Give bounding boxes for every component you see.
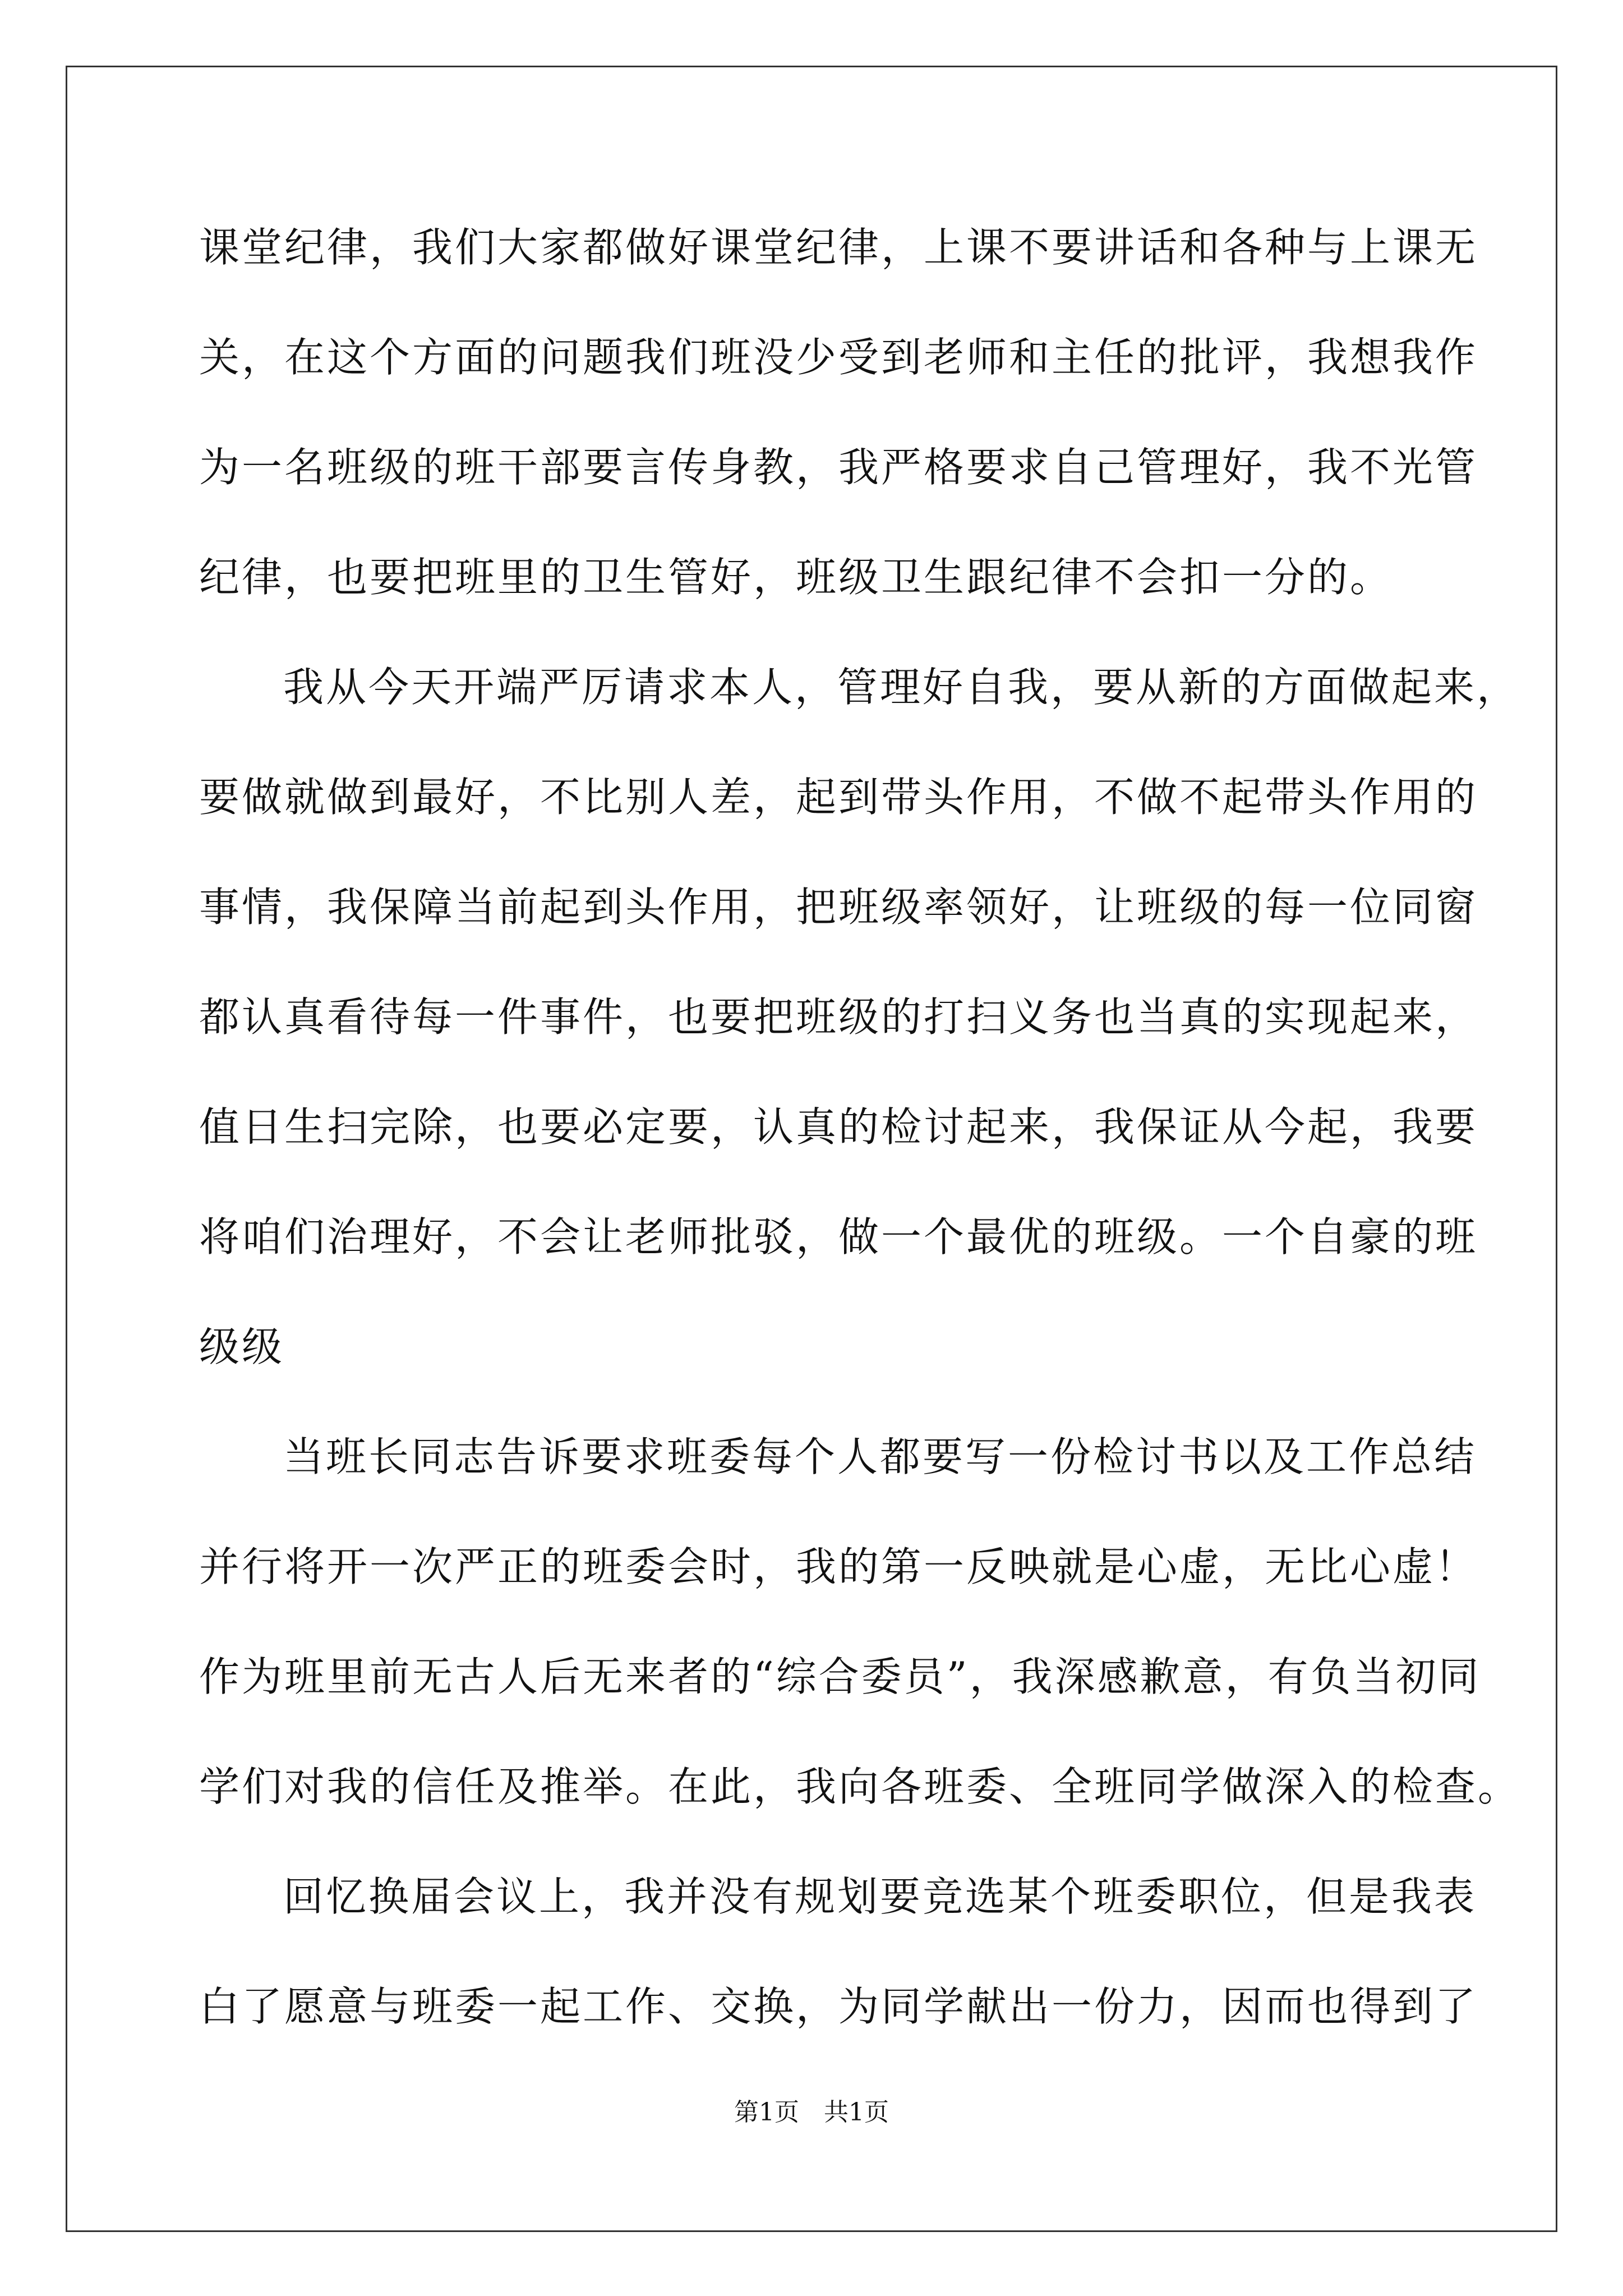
text-line: 级级 [199, 1323, 285, 1370]
text-line: 回忆换届会议上，我并没有规划要竞选某个班委职位，但是我表 [283, 1873, 1477, 1920]
page-number: 第1页 共1页 [734, 2098, 889, 2127]
text-line: 为一名班级的班干部要言传身教，我严格要求自己管理好，我不光管 [199, 444, 1478, 491]
text-line: 将咱们治理好，不会让老师批驳，做一个最优的班级。一个自豪的班 [199, 1213, 1478, 1260]
text-line: 事情，我保障当前起到头作用，把班级率领好，让班级的每一位同窗 [199, 884, 1478, 931]
text-line: 我从今天开端严厉请求本人，管理好自我，要从新的方面做起来， [283, 664, 1520, 711]
text-line: 要做就做到最好，不比别人差，起到带头作用，不做不起带头作用的 [199, 774, 1478, 821]
text-line: 关，在这个方面的问题我们班没少受到老师和主任的批评，我想我作 [199, 334, 1478, 381]
text-line: 当班长同志告诉要求班委每个人都要写一份检讨书以及工作总结 [283, 1433, 1477, 1480]
text-line: 课堂纪律，我们大家都做好课堂纪律，上课不要讲话和各种与上课无 [199, 224, 1478, 271]
text-line: 白了愿意与班委一起工作、交换，为同学献出一份力，因而也得到了 [199, 1983, 1478, 2030]
text-line: 并行将开一次严正的班委会时，我的第一反映就是心虚，无比心虚！ [199, 1543, 1478, 1590]
text-line: 纪律，也要把班里的卫生管好，班级卫生跟纪律不会扣一分的。 [199, 554, 1393, 601]
text-line: 都认真看待每一件事件，也要把班级的打扫义务也当真的实现起来， [199, 993, 1478, 1041]
text-line: 学们对我的信任及推举。在此，我向各班委、全班同学做深入的检查。 [199, 1763, 1521, 1810]
text-line: 作为班里前无古人后无来者的“综合委员”，我深感歉意，有负当初同 [199, 1653, 1481, 1700]
text-line: 值日生扫完除，也要必定要，认真的检讨起来，我保证从今起，我要 [199, 1103, 1478, 1151]
